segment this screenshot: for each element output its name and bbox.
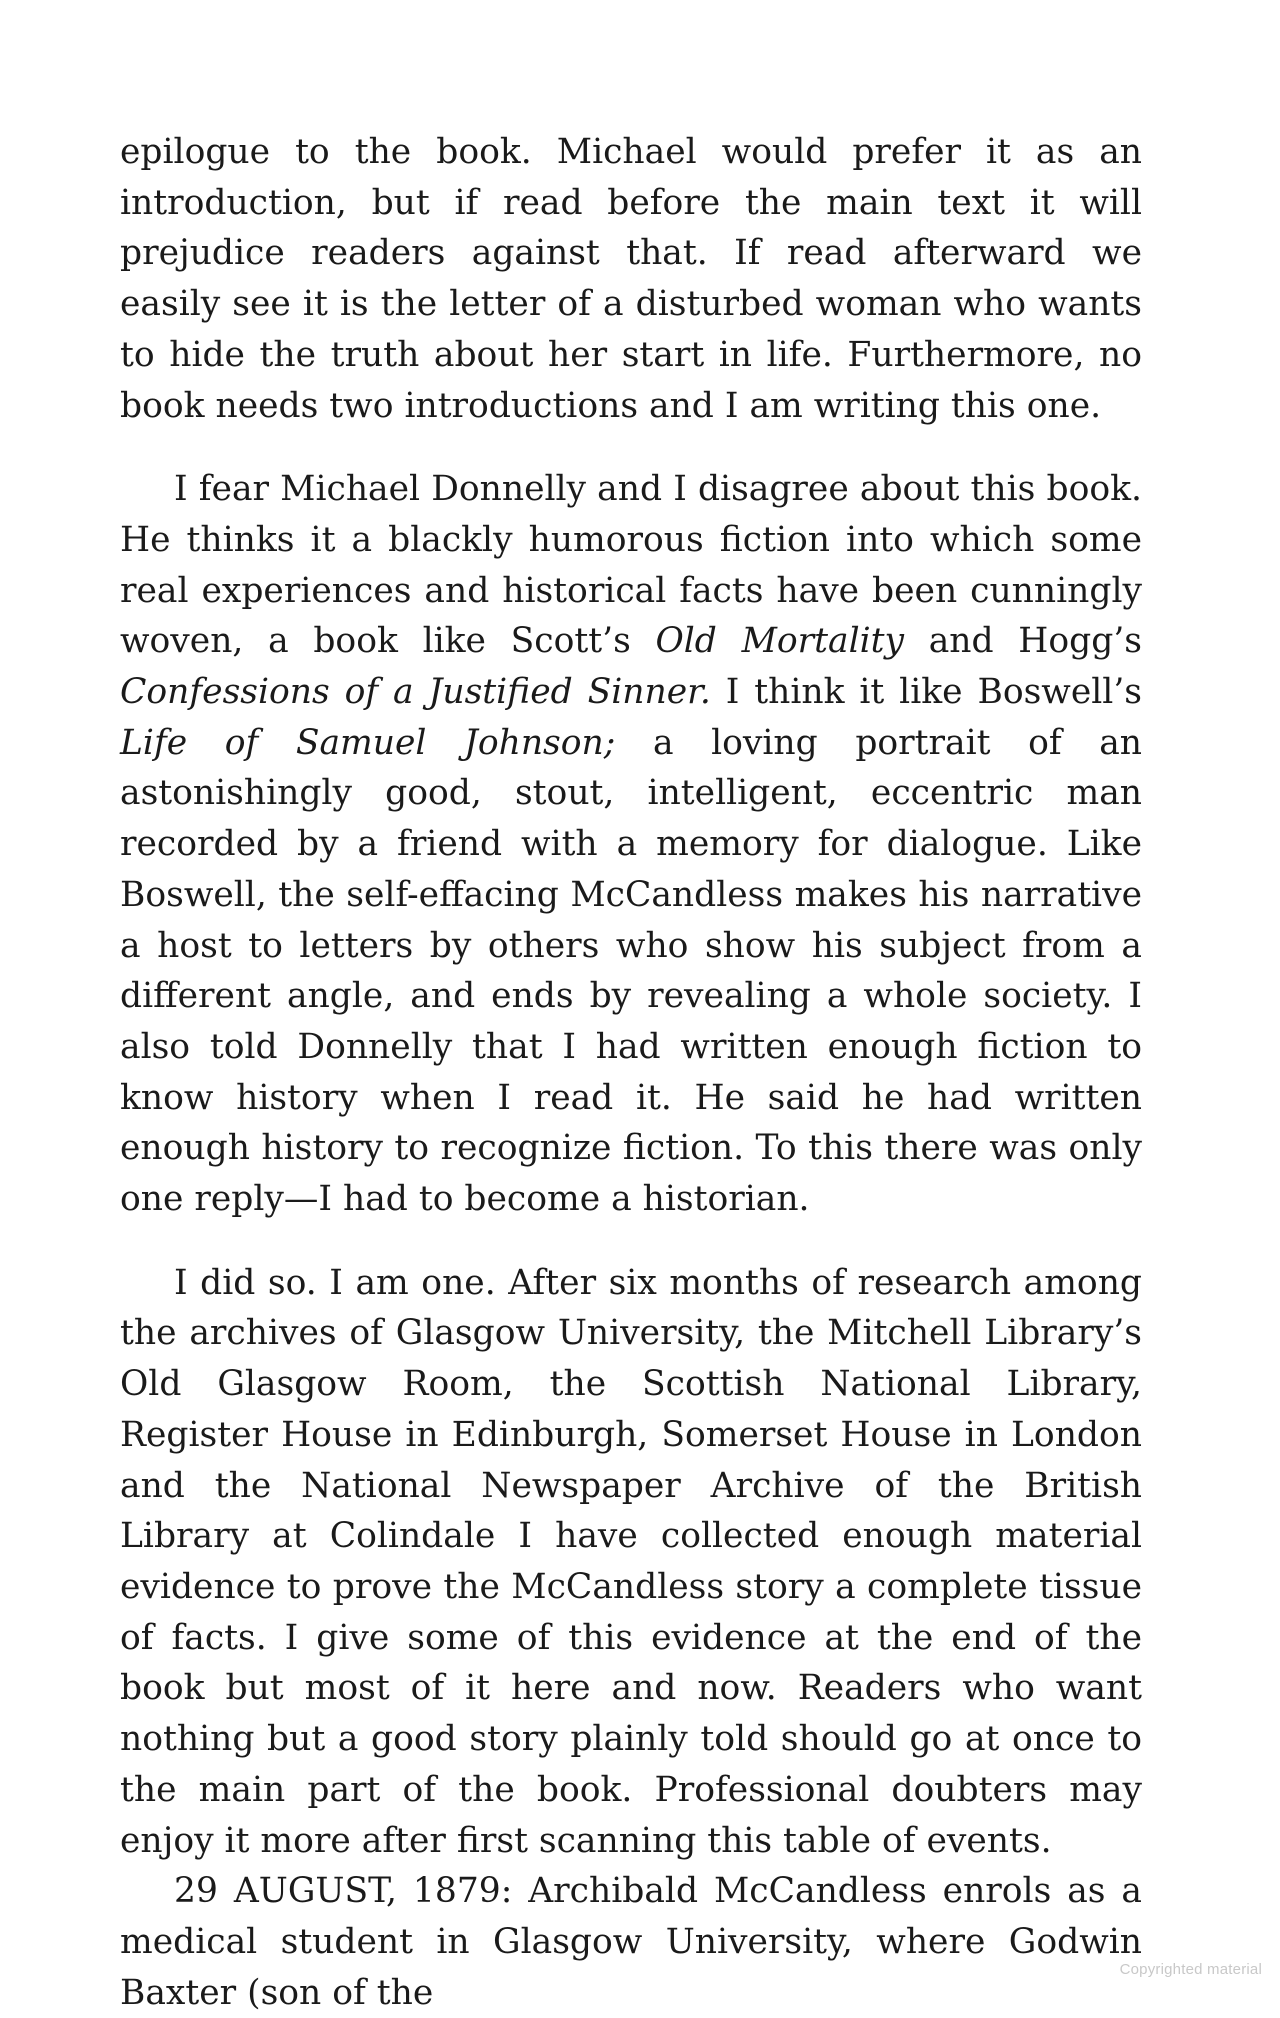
paragraph-research: I did so. I am one. After six months of research among the archives of Glasgow University, the Mitchell Library’s Old Glasgow Room, the Scottish National Library, Register House in Edinburgh, Somerset House in London and the National Newspaper Archive of the British Library at Colindale I have collected enough material evidence to prove the McCandless story a complete tissue of facts. I give some of this evidence at the end of the book but most of it here and now. Readers who want nothing but a good story plainly told should go at once to the main part of the book. Professional doubters may enjoy it more after first scanning this table of events. [120, 1262, 1142, 1861]
paragraph-timeline-entry: 29 AUGUST, 1879: Archibald McCandless enrols as a medical student in Glasgow University, where Godwin Baxter (son of the [120, 1871, 1142, 2013]
page-body [120, 127, 1142, 2018]
paragraph-text: I think it like Boswell’s [710, 672, 1142, 713]
copyright-watermark: Copyrighted material [1119, 1961, 1262, 1978]
book-title-old-mortality: Old Mortality [655, 621, 905, 662]
book-title-life-of-johnson: Life of Samuel Johnson; [120, 722, 616, 763]
paragraph-text: and Hogg’s [904, 621, 1142, 662]
paragraph-epilogue: epilogue to the book. Michael would prefer it as an introduction, but if read before the main text it will prejudice readers against that. If read afterward we easily see it is the letter of a disturbed woman who wants to hide the truth about her start in life. Furthermore, no book needs two introductions and I am writing this one. [120, 132, 1142, 426]
paragraph-text: a loving portrait of an astonishingly good, stout, intelligent, eccentric man recorded by a friend with a memory for dialogue. Like Boswell, the self-effacing McCandless makes his narrative a host to letters by others who show his subject from a different angle, and ends by revealing a whole society. I also told Donnelly that I had written enough fiction to know history when I read it. He said he had written enough history to recognize fiction. To this there was only one reply—I had to become a historian. [120, 722, 1142, 1220]
paragraph-disagreement [120, 464, 1142, 1225]
paragraph-text: I fear Michael Donnelly and I disagree about this book. He thinks it a blackly humorous fiction into which some real experiences and historical facts have been cunningly woven, a book like Scott’s [120, 469, 1142, 662]
book-title-confessions: Confessions of a Justified Sinner. [120, 672, 711, 713]
